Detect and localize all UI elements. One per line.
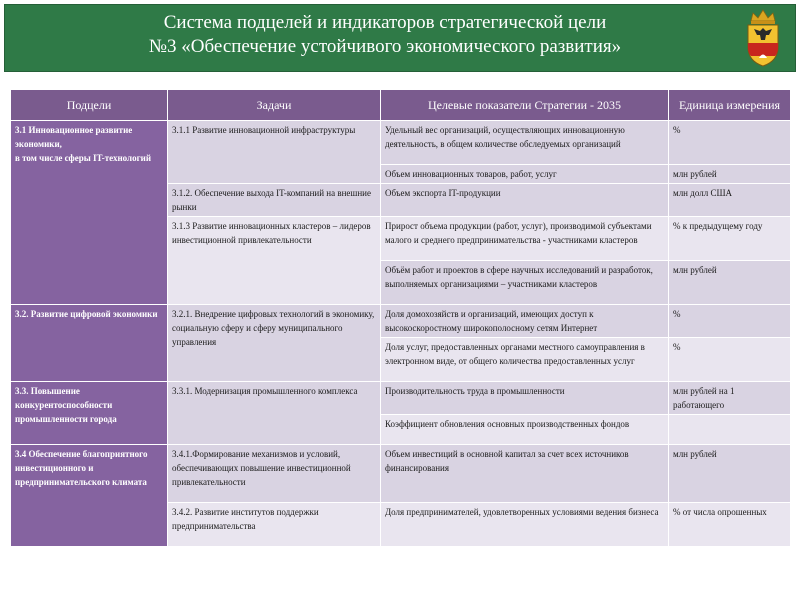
unit-cell: млн рублей [669, 165, 791, 184]
unit-cell: % [669, 305, 791, 338]
indicator-cell: Производительность труда в промышленности [381, 382, 669, 415]
column-header-unit: Единица измерения [669, 90, 791, 121]
unit-cell: млн рублей [669, 261, 791, 305]
unit-cell: % от числа опрошенных [669, 503, 791, 547]
unit-cell: % [669, 121, 791, 165]
indicator-cell: Доля услуг, предоставленных органами местного самоуправления в электронном виде, от общего количества предоставленных услуг [381, 338, 669, 382]
unit-cell: млн рублей [669, 445, 791, 503]
indicator-cell: Объем экспорта IT-продукции [381, 184, 669, 217]
strategy-table [10, 89, 791, 547]
unit-cell: млн долл США [669, 184, 791, 217]
indicator-cell: Объём работ и проектов в сфере научных исследований и разработок, выполняемых организациями – участниками кластеров [381, 261, 669, 305]
title-banner [4, 4, 796, 72]
table-row [11, 382, 791, 415]
unit-cell: % [669, 338, 791, 382]
task-cell: 3.4.2. Развитие институтов поддержки предпринимательства [168, 503, 381, 547]
task-cell: 3.2.1. Внедрение цифровых технологий в экономику, социальную сферу и сферу муниципального управления [168, 305, 381, 382]
indicator-cell: Объем инновационных товаров, работ, услуг [381, 165, 669, 184]
task-cell: 3.1.3 Развитие инновационных кластеров – лидеров инвестиционной привлекательности [168, 217, 381, 305]
column-header-subgoals: Подцели [11, 90, 168, 121]
table-row [11, 121, 791, 165]
page-title [5, 11, 765, 59]
task-cell: 3.1.1 Развитие инновационной инфраструктуры [168, 121, 381, 184]
subgoal-name: 3.1 Инновационное развитие экономики, [15, 125, 133, 149]
subgoal-name-cont: в том числе сферы IT-технологий [15, 153, 152, 163]
unit-cell [669, 415, 791, 445]
indicator-cell: Коэффициент обновления основных производственных фондов [381, 415, 669, 445]
indicator-cell: Прирост объема продукции (работ, услуг), производимой субъектами малого и среднего предпринимательства - участниками кластеров [381, 217, 669, 261]
table-header-row [11, 90, 791, 121]
table-row [11, 305, 791, 338]
task-cell: 3.4.1.Формирование механизмов и условий, обеспечивающих повышение инвестиционной привлекательности [168, 445, 381, 503]
page-title-line1: Система подцелей и индикаторов стратегической цели [163, 12, 607, 33]
task-cell: 3.1.2. Обеспечение выхода IT-компаний на внешние рынки [168, 184, 381, 217]
subgoal-cell: 3.3. Повышение конкурентоспособности промышленности города [11, 382, 168, 445]
column-header-tasks: Задачи [168, 90, 381, 121]
indicator-cell: Объем инвестиций в основной капитал за счет всех источников финансирования [381, 445, 669, 503]
column-header-indicators: Целевые показатели Стратегии - 2035 [381, 90, 669, 121]
coat-of-arms-icon [741, 7, 785, 69]
indicator-cell: Доля предпринимателей, удовлетворенных условиями ведения бизнеса [381, 503, 669, 547]
task-cell: 3.3.1. Модернизация промышленного комплекса [168, 382, 381, 445]
unit-cell: млн рублей на 1 работающего [669, 382, 791, 415]
page-title-line2: №3 «Обеспечение устойчивого экономического развития» [148, 36, 622, 57]
subgoal-cell: 3.4 Обеспечение благоприятного инвестиционного и предпринимательского климата [11, 445, 168, 547]
table-row [11, 445, 791, 503]
indicator-cell: Доля домохозяйств и организаций, имеющих доступ к высокоскоростному широкополосному сетям Интернет [381, 305, 669, 338]
subgoal-cell [11, 121, 168, 305]
subgoal-cell: 3.2. Развитие цифровой экономики [11, 305, 168, 382]
indicator-cell: Удельный вес организаций, осуществляющих инновационную деятельность, в общем количестве обследуемых организаций [381, 121, 669, 165]
unit-cell: % к предыдущему году [669, 217, 791, 261]
